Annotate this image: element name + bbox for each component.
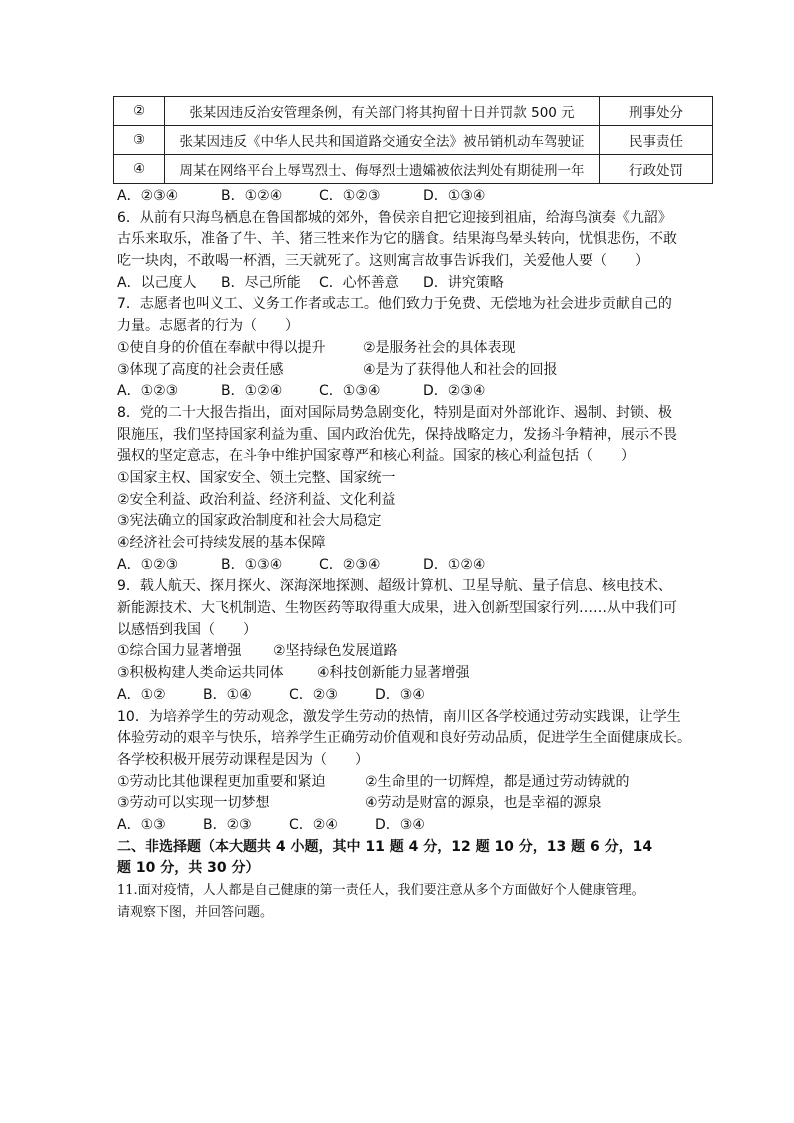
option-b: B．尽己所能 (221, 274, 301, 291)
q9-options (117, 685, 697, 707)
statement: ②是服务社会的具体表现 (363, 339, 516, 356)
option-d: D．①②④ (423, 556, 486, 573)
option-b: B．①③④ (221, 556, 283, 573)
q10-text-line: 各学校积极开展劳动课程是因为（ ） (117, 751, 369, 768)
option-a: A．①②③ (117, 383, 179, 400)
option-a: A．①② (117, 686, 166, 703)
row-case-text: 张某因违反治安管理条例，有关部门将其拘留十日并罚款 500 元 (165, 97, 600, 126)
statement: ①综合国力显著增强 (117, 643, 242, 660)
q6-text-line: 古乐来取乐，准备了牛、羊、猪三牲来作为它的膳食。结果海鸟晕头转向，忧惧悲伤，不敢 (117, 231, 677, 248)
row-number: ④ (114, 155, 165, 184)
q7-options (117, 381, 697, 403)
statement: ①使自身的价值在奉献中得以提升 (117, 339, 326, 356)
option-b: B．①④ (203, 686, 252, 703)
option-d: D．③④ (375, 686, 425, 703)
option-c: C．①②③ (319, 188, 381, 204)
statement: ②安全利益、政治利益、经济利益、文化利益 (117, 491, 396, 508)
q11-text-line: 请观察下图，并回答问题。 (117, 904, 274, 920)
q6-options (117, 273, 697, 295)
statement: ③劳动可以实现一切梦想 (117, 795, 270, 812)
q9-statements (117, 663, 697, 685)
option-a: A．①②③ (117, 556, 179, 573)
row-responsibility: 刑事处分 (600, 97, 713, 126)
statement: ①劳动比其他课程更加重要和紧迫 (117, 773, 326, 790)
option-b: B．①②④ (221, 188, 283, 204)
q5-options (117, 186, 697, 208)
q8-text-line: 强权的坚定意志，在斗争中维护国家尊严和核心利益。国家的核心利益包括（ ） (117, 448, 635, 465)
q6-text-line: 吃一块肉，不敢喝一杯酒，三天就死了。这则寓言故事告诉我们，关爱他人要（ ） (117, 253, 649, 270)
legal-responsibility-table (113, 96, 713, 184)
q9-text-line: 以感悟到我国（ ） (117, 621, 257, 638)
option-c: C．①③④ (319, 383, 381, 400)
row-responsibility: 行政处罚 (600, 155, 713, 184)
table-row (114, 126, 713, 155)
q10-statements (117, 793, 697, 815)
q10-options (117, 815, 697, 837)
statement: ③宪法确立的国家政治制度和社会大局稳定 (117, 513, 382, 530)
question-content (117, 186, 697, 923)
option-b: B．②③ (203, 816, 252, 833)
option-c: C．②③ (289, 686, 338, 703)
option-b: B．①②④ (221, 383, 283, 400)
section-heading: 题 10 分，共 30 分） (117, 860, 260, 877)
section-heading: 二、非选择题（本大题共 4 小题，其中 11 题 4 分，12 题 10 分，13 题 6 分，14 (117, 838, 653, 855)
option-d: D．①③④ (423, 188, 486, 204)
statement: ①国家主权、国家安全、领土完整、国家统一 (117, 469, 396, 486)
q8-text-line: 限施压，我们坚持国家利益为重、国内政治优先，保持战略定力，发扬斗争精神，展示不畏 (117, 426, 677, 443)
table-row (114, 155, 713, 184)
q11-text-line: 11.面对疫情，人人都是自己健康的第一责任人，我们要注意从多个方面做好个人健康管理。 (117, 883, 645, 898)
option-d: D．讲究策略 (423, 274, 504, 291)
statement: ④经济社会可持续发展的基本保障 (117, 535, 326, 551)
q10-text-line: 10．为培养学生的劳动观念，激发学生劳动的热情，南川区各学校通过劳动实践课，让学生 (117, 708, 681, 725)
statement: ④劳动是财富的源泉，也是幸福的源泉 (365, 795, 602, 812)
q8-text-line: 8．党的二十大报告指出，面对国际局势急剧变化，特别是面对外部讹诈、遏制、封锁、极 (117, 404, 672, 421)
option-c: C．心怀善意 (319, 274, 399, 291)
row-responsibility: 民事责任 (600, 126, 713, 155)
q10-statements (117, 772, 697, 794)
option-a: A．①③ (117, 816, 166, 833)
statement: ④科技创新能力显著增强 (317, 665, 470, 682)
q8-options (117, 555, 697, 577)
option-d: D．②③④ (423, 383, 486, 400)
q7-statements (117, 360, 697, 382)
q6-text-line: 6．从前有只海鸟栖息在鲁国都城的郊外，鲁侯亲自把它迎接到祖庙，给海鸟演奏《九韶》 (117, 209, 672, 226)
option-a: A．②③④ (117, 188, 179, 204)
row-number: ③ (114, 126, 165, 155)
statement: ③体现了高度的社会责任感 (117, 361, 284, 378)
option-c: C．②③④ (319, 556, 381, 573)
row-case-text: 张某因违反《中华人民共和国道路交通安全法》被吊销机动车驾驶证 (165, 126, 600, 155)
option-d: D．③④ (375, 816, 425, 833)
statement: ④是为了获得他人和社会的回报 (363, 361, 558, 378)
q7-statements (117, 338, 697, 360)
row-case-text: 周某在网络平台上辱骂烈士、侮辱烈士遗孀被依法判处有期徒刑一年 (165, 155, 600, 184)
statement: ③积极构建人类命运共同体 (117, 665, 284, 682)
statement: ②坚持绿色发展道路 (273, 643, 398, 660)
row-number: ② (114, 97, 165, 126)
q10-text-line: 体验劳动的艰辛与快乐，培养学生正确劳动价值观和良好劳动品质，促进学生全面健康成长。 (117, 730, 691, 747)
option-c: C．②④ (289, 816, 338, 833)
q9-text-line: 新能源技术、大飞机制造、生物医药等取得重大成果，进入创新型国家行列……从中我们可 (117, 600, 677, 617)
q9-statements (117, 641, 697, 663)
statement: ②生命里的一切辉煌，都是通过劳动铸就的 (365, 773, 630, 790)
q7-text-line: 力量。志愿者的行为（ ） (117, 318, 299, 335)
table-row (114, 97, 713, 126)
q7-text-line: 7．志愿者也叫义工、义务工作者或志工。他们致力于免费、无偿地为社会进步贡献自己的 (117, 296, 672, 313)
q9-text-line: 9．载人航天、探月探火、深海深地探测、超级计算机、卫星导航、量子信息、核电技术、 (117, 578, 672, 595)
option-a: A．以己度人 (117, 274, 197, 291)
